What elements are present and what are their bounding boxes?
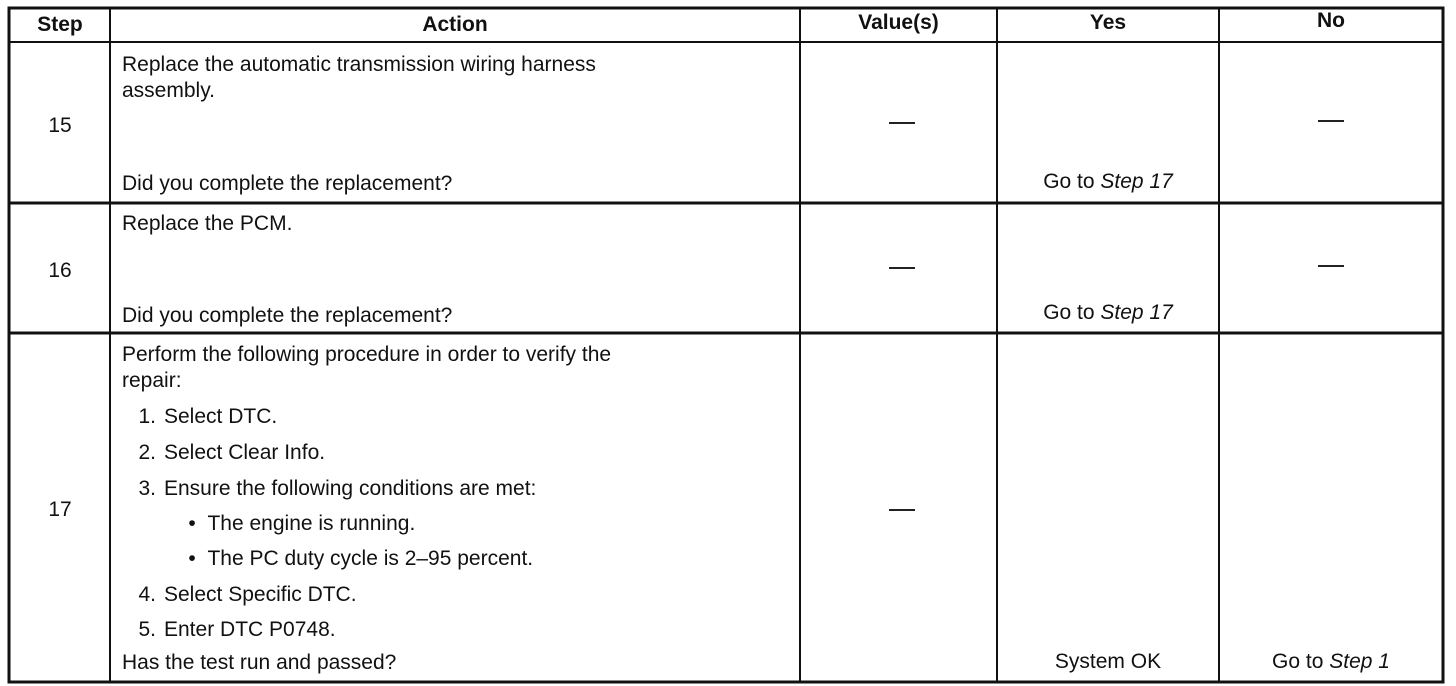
step-link[interactable]: Step 17 [1100, 170, 1173, 193]
no-dash [1318, 120, 1344, 122]
header-values: Value(s) [858, 11, 939, 34]
step-number: 17 [48, 498, 72, 521]
procedure-step [122, 617, 336, 643]
no-dash [1318, 265, 1344, 267]
step-num: 4. [138, 583, 156, 606]
question-text: Did you complete the replacement? [122, 172, 453, 195]
step-link[interactable]: Step 17 [1100, 301, 1173, 324]
bullet-text: The engine is running. [207, 512, 416, 535]
bullet-icon: • [188, 512, 196, 535]
bullet-icon: • [188, 547, 196, 570]
yes-result [997, 300, 1219, 326]
action-text: Replace the PCM. [122, 212, 293, 235]
condition-bullet [182, 511, 415, 537]
step-text: Select Clear Info. [164, 441, 326, 464]
condition-bullet [182, 546, 533, 572]
step-number: 16 [48, 259, 72, 282]
value-dash [889, 267, 915, 269]
action-text: repair: [122, 369, 182, 392]
question-text: Did you complete the replacement? [122, 304, 453, 327]
header-action: Action [422, 13, 488, 36]
step-num: 3. [138, 477, 156, 500]
header-no: No [1317, 9, 1345, 32]
procedure-step [122, 404, 277, 430]
value-dash [889, 509, 915, 511]
header-yes: Yes [1089, 11, 1127, 34]
question-text: Has the test run and passed? [122, 651, 397, 674]
action-text: Replace the automatic transmission wiring harness [122, 53, 596, 76]
step-link[interactable]: Step 1 [1329, 650, 1390, 673]
action-text: assembly. [122, 79, 215, 102]
action-text: Perform the following procedure in order to verify the [122, 343, 612, 366]
procedure-step [122, 582, 357, 608]
step-text: Ensure the following conditions are met: [164, 477, 537, 500]
procedure-step [122, 476, 536, 502]
step-num: 1. [138, 405, 156, 428]
value-dash [889, 122, 915, 124]
header-step: Step [37, 13, 83, 36]
yes-prefix: Go to [1043, 301, 1101, 324]
step-num: 5. [138, 618, 156, 641]
yes-prefix: Go to [1043, 170, 1101, 193]
yes-result [997, 169, 1219, 195]
step-text: Enter DTC P0748. [164, 618, 336, 641]
step-number: 15 [48, 114, 72, 137]
yes-result: System OK [1054, 650, 1162, 673]
step-num: 2. [138, 441, 156, 464]
step-text: Select DTC. [164, 405, 278, 428]
no-result [1219, 649, 1443, 675]
procedure-step [122, 440, 325, 466]
no-prefix: Go to [1272, 650, 1330, 673]
bullet-text: The PC duty cycle is 2–95 percent. [207, 547, 534, 570]
step-text: Select Specific DTC. [164, 583, 357, 606]
